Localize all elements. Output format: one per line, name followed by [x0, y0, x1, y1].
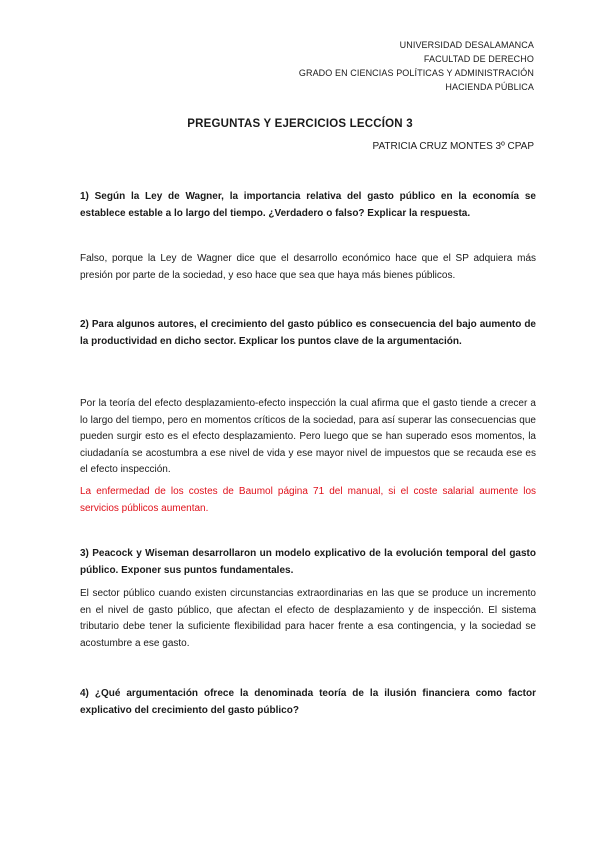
- answer-3: El sector público cuando existen circunstancias extraordinarias en las que se produce un incremento en el nivel de gasto público, que afectan el efecto de desplazamiento y de inspección. El sistema tributario debe tener la suficiente flexibilidad para hacer frente a esa contingencia, y la sociedad se acostumbre a ese gasto.: [80, 588, 536, 649]
- institution-header: [299, 38, 534, 94]
- answer-2-note: La enfermedad de los costes de Baumol página 71 del manual, si el coste salarial aumente los servicios públicos aumentan.: [80, 486, 536, 514]
- document-title: PREGUNTAS Y EJERCICIOS LECCÍON 3: [187, 118, 413, 130]
- answer-1: Falso, porque la Ley de Wagner dice que el desarrollo económico hace que el SP adquiera más presión por parte de la sociedad, y eso hace que sea que haya más bienes públicos.: [80, 253, 536, 281]
- answer-2: Por la teoría del efecto desplazamiento-efecto inspección la cual afirma que el gasto tiende a crecer a lo largo del tiempo, pero en momentos críticos de la sociedad, para así superar las consecuencias que pueden surgir esto es el efecto desplazamiento. Pero luego que se han superado esos momentos, la ciudadanía se acostumbra a ese nivel de vida y ese mayor nivel de impuestos que se recauda ese es el efecto inspección.: [80, 398, 536, 475]
- question-2: 2) Para algunos autores, el crecimiento del gasto público es consecuencia del bajo aumento de la productividad en dicho sector. Explicar los puntos clave de la argumentación.: [80, 319, 536, 347]
- faculty-name: FACULTAD DE DERECHO: [423, 54, 534, 64]
- degree-name: GRADO EN CIENCIAS POLÍTICAS Y ADMINISTRACIÓN: [298, 68, 534, 78]
- question-3: 3) Peacock y Wiseman desarrollaron un modelo explicativo de la evolución temporal del gasto público. Exponer sus puntos fundamentales.: [80, 548, 536, 576]
- university-name: UNIVERSIDAD DESALAMANCA: [399, 40, 534, 50]
- subject-name: HACIENDA PÚBLICA: [445, 82, 534, 92]
- question-4: 4) ¿Qué argumentación ofrece la denominada teoría de la ilusión financiera como factor explicativo del crecimiento del gasto público?: [80, 688, 536, 716]
- question-1: 1) Según la Ley de Wagner, la importancia relativa del gasto público en la economía se establece estable a lo largo del tiempo. ¿Verdadero o falso? Explicar la respuesta.: [80, 191, 536, 219]
- author-line: PATRICIA CRUZ MONTES 3º CPAP: [372, 141, 534, 152]
